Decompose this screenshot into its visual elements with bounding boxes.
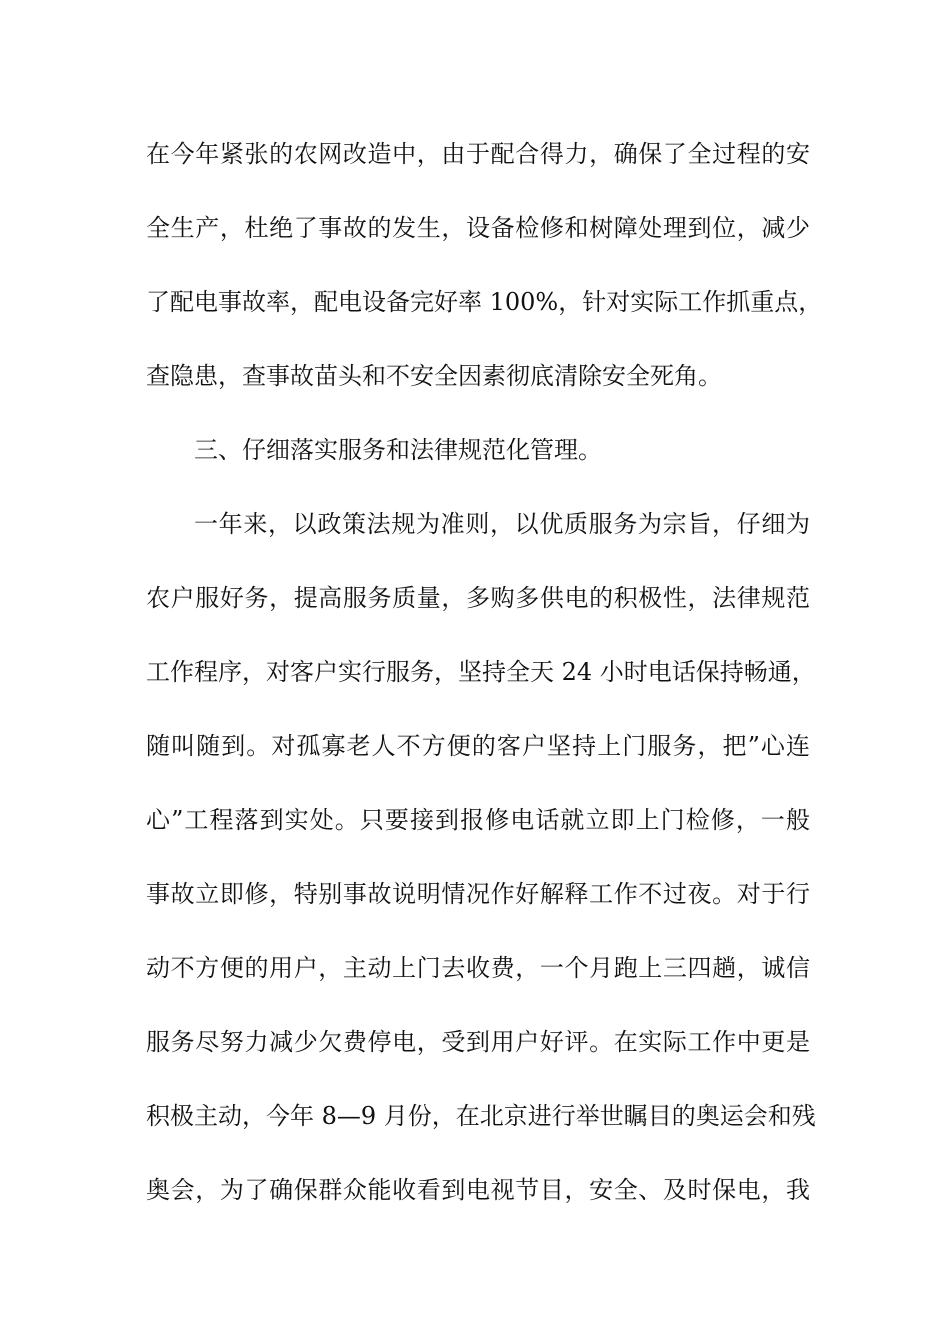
paragraph-line: 动不方便的用户，主动上门去收费，一个月跑上三四趟，诚信 bbox=[146, 954, 810, 982]
paragraph-line: 工作程序，对客户实行服务，坚持全天 24 小时电话保持畅通， bbox=[146, 658, 816, 686]
paragraph-line: 农户服好务，提高服务质量，多购多供电的积极性，法律规范 bbox=[146, 584, 810, 612]
paragraph-line: 心”工程落到实处。只要接到报修电话就立即上门检修，一般 bbox=[146, 806, 810, 834]
paragraph-line: 全生产，杜绝了事故的发生，设备检修和树障处理到位，减少 bbox=[146, 214, 810, 242]
paragraph-line: 事故立即修，特别事故说明情况作好解释工作不过夜。对于行 bbox=[146, 880, 810, 908]
section-heading: 三、仔细落实服务和法律规范化管理。 bbox=[194, 436, 602, 464]
paragraph-line: 随叫随到。对孤寡老人不方便的客户坚持上门服务，把”心连 bbox=[146, 732, 810, 760]
paragraph-line: 一年来，以政策法规为准则，以优质服务为宗旨，仔细为 bbox=[194, 510, 810, 538]
paragraph-line: 服务尽努力减少欠费停电，受到用户好评。在实际工作中更是 bbox=[146, 1028, 810, 1056]
paragraph-line: 了配电事故率，配电设备完好率 100%，针对实际工作抓重点， bbox=[146, 288, 823, 316]
paragraph-line: 在今年紧张的农网改造中，由于配合得力，确保了全过程的安 bbox=[146, 140, 810, 168]
paragraph-line: 查隐患，查事故苗头和不安全因素彻底清除安全死角。 bbox=[146, 362, 722, 390]
paragraph-line: 奥会，为了确保群众能收看到电视节目，安全、及时保电，我 bbox=[146, 1176, 810, 1204]
paragraph-line: 积极主动，今年 8—9 月份，在北京进行举世瞩目的奥运会和残 bbox=[146, 1102, 816, 1130]
